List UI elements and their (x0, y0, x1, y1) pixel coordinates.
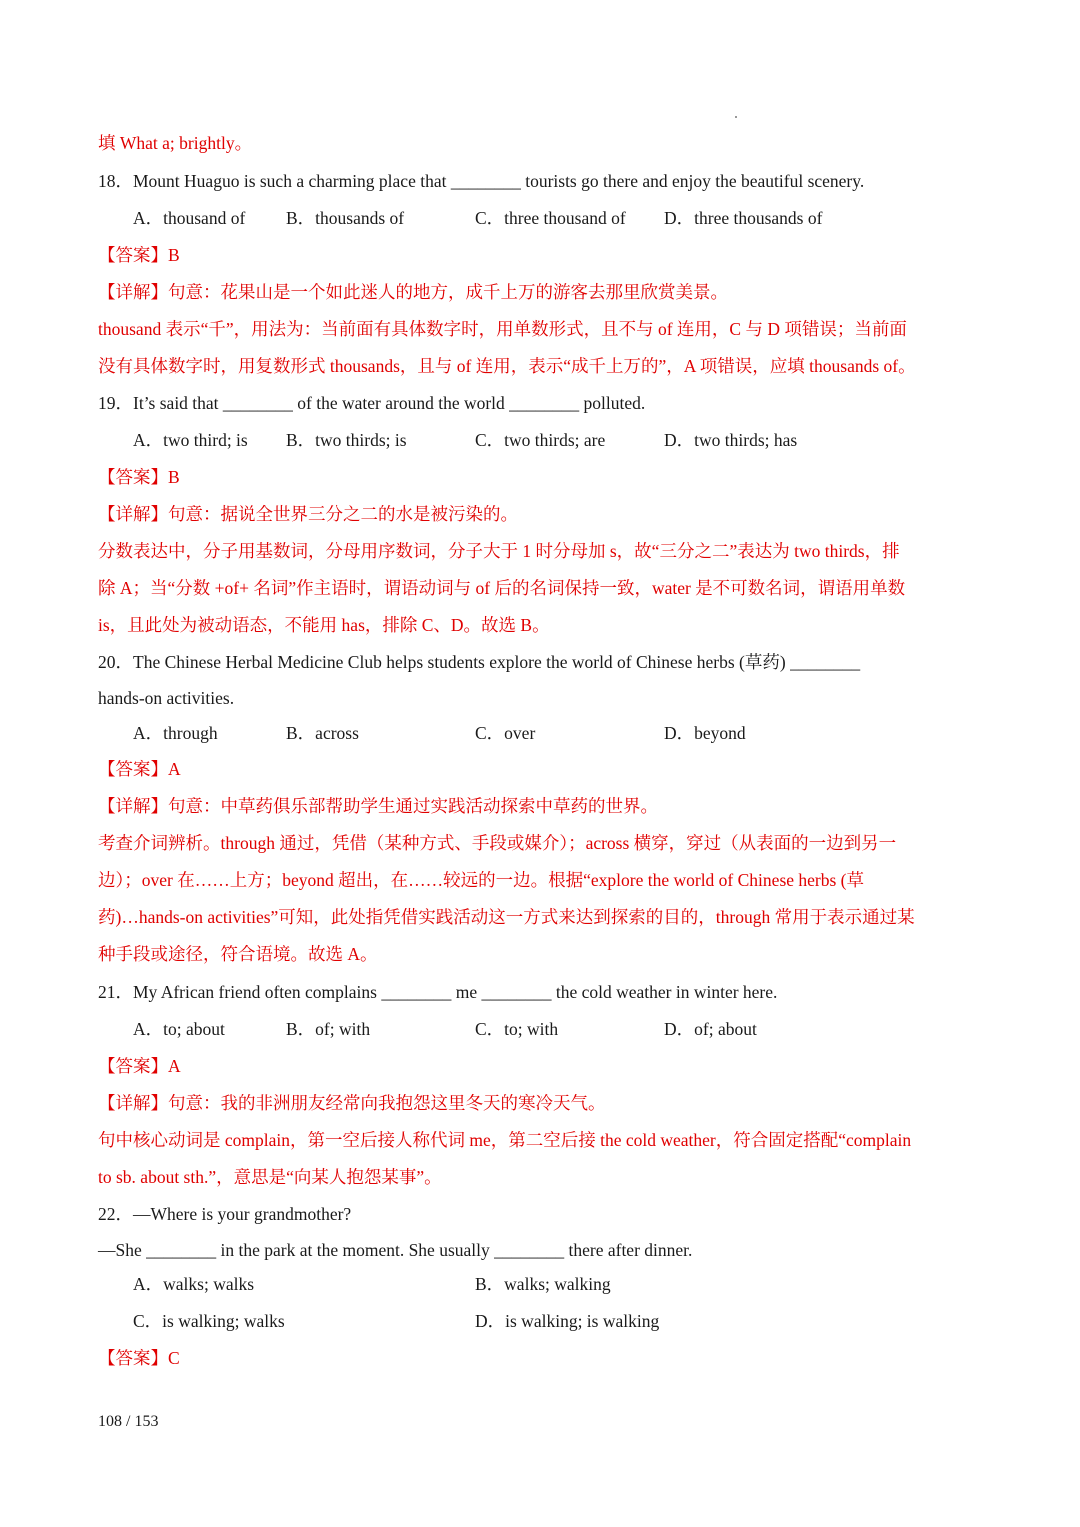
q21-stem: 21．My African friend often complains ________ me ________ the cold weather in winter here. (98, 982, 778, 1002)
q21-option-d: D．of; about (664, 1019, 757, 1039)
q21-explain-1: 【详解】句意：我的非洲朋友经常向我抱怨这里冬天的寒冷天气。 (98, 1093, 606, 1113)
q22-option-a: A．walks; walks (133, 1274, 255, 1294)
q20-options (0, 721, 1080, 745)
q20-explain-5: 种手段或途径，符合语境。故选 A。 (98, 944, 378, 964)
q20-explain-4: 药)…hands-on activities”可知，此处指凭借实践活动这一方式来达到探索的目的，through 常用于表示通过某 (98, 907, 915, 927)
q20-option-c: C．over (475, 723, 536, 743)
q22-stem-2: —She ________ in the park at the moment. She usually ________ there after dinner. (98, 1240, 693, 1260)
q18-explain-1: 【详解】句意：花果山是一个如此迷人的地方，成千上万的游客去那里欣赏美景。 (98, 282, 728, 302)
q20-stem-1: 20．The Chinese Herbal Medicine Club helps students explore the world of Chinese herbs (草药) ________ (98, 652, 861, 672)
q22-options-row-1 (0, 1272, 1080, 1296)
q18-options (0, 206, 1080, 230)
q19-option-b: B．two thirds; is (286, 430, 407, 450)
q18-option-c: C．three thousand of (475, 208, 626, 228)
q22-option-b: B．walks; walking (475, 1274, 611, 1294)
q20-explain-2: 考查介词辨析。through 通过，凭借（某种方式、手段或媒介）；across 横穿，穿过（从表面的一边到另一 (98, 833, 897, 853)
q20-explain-3: 边）；over 在……上方；beyond 超出，在……较远的一边。根据“explore the world of Chinese herbs (草 (98, 870, 864, 890)
q19-explain-2: 分数表达中，分子用基数词，分母用序数词，分子大于 1 时分母加 s，故“三分之二”表达为 two thirds，排 (98, 541, 900, 561)
q18-option-a: A．thousand of (133, 208, 246, 228)
q22-stem-1: 22．—Where is your grandmother? (98, 1204, 352, 1224)
scan-speck (735, 116, 737, 118)
q20-option-a: A．through (133, 723, 218, 743)
page-number: 108 / 153 (98, 1413, 159, 1430)
q19-option-d: D．two thirds; has (664, 430, 798, 450)
q18-explain-2: thousand 表示“千”，用法为：当前面有具体数字时，用单数形式，且不与 of 连用，C 与 D 项错误；当前面 (98, 319, 907, 339)
q20-explain-1: 【详解】句意：中草药俱乐部帮助学生通过实践活动探索中草药的世界。 (98, 796, 658, 816)
q19-explain-4: is，且此处为被动语态，不能用 has，排除 C、D。故选 B。 (98, 615, 550, 635)
q22-answer: 【答案】C (98, 1348, 180, 1368)
q19-option-a: A．two third; is (133, 430, 248, 450)
q21-options (0, 1017, 1080, 1041)
q22-option-c: C．is walking; walks (133, 1311, 285, 1331)
q22-option-d: D．is walking; is walking (475, 1311, 660, 1331)
q21-explain-2: 句中核心动词是 complain，第一空后接人称代词 me，第二空后接 the cold weather，符合固定搭配“complain (98, 1130, 912, 1150)
q19-option-c: C．two thirds; are (475, 430, 606, 450)
intro-answer-line: 填 What a; brightly。 (98, 133, 253, 153)
q18-option-b: B．thousands of (286, 208, 405, 228)
q21-option-c: C．to; with (475, 1019, 559, 1039)
q18-option-d: D．three thousands of (664, 208, 823, 228)
q20-stem-2: hands-on activities. (98, 688, 235, 708)
q21-explain-3: to sb. about sth.”，意思是“向某人抱怨某事”。 (98, 1167, 442, 1187)
q19-stem: 19．It’s said that ________ of the water around the world ________ polluted. (98, 393, 646, 413)
q20-answer: 【答案】A (98, 759, 181, 779)
q18-stem: 18．Mount Huaguo is such a charming place that ________ tourists go there and enjoy the beautiful scenery. (98, 171, 865, 191)
q22-options-row-2 (0, 1309, 1080, 1333)
q20-option-b: B．across (286, 723, 359, 743)
q19-answer: 【答案】B (98, 467, 180, 487)
q21-option-b: B．of; with (286, 1019, 371, 1039)
q19-explain-1: 【详解】句意：据说全世界三分之二的水是被污染的。 (98, 504, 518, 524)
q18-answer: 【答案】B (98, 245, 180, 265)
q19-options (0, 428, 1080, 452)
q20-option-d: D．beyond (664, 723, 746, 743)
q21-option-a: A．to; about (133, 1019, 225, 1039)
q18-explain-3: 没有具体数字时，用复数形式 thousands，且与 of 连用，表示“成千上万的”，A 项错误，应填 thousands of。 (98, 356, 916, 376)
q19-explain-3: 除 A；当“分数 +of+ 名词”作主语时，谓语动词与 of 后的名词保持一致，water 是不可数名词，谓语用单数 (98, 578, 906, 598)
q21-answer: 【答案】A (98, 1056, 181, 1076)
